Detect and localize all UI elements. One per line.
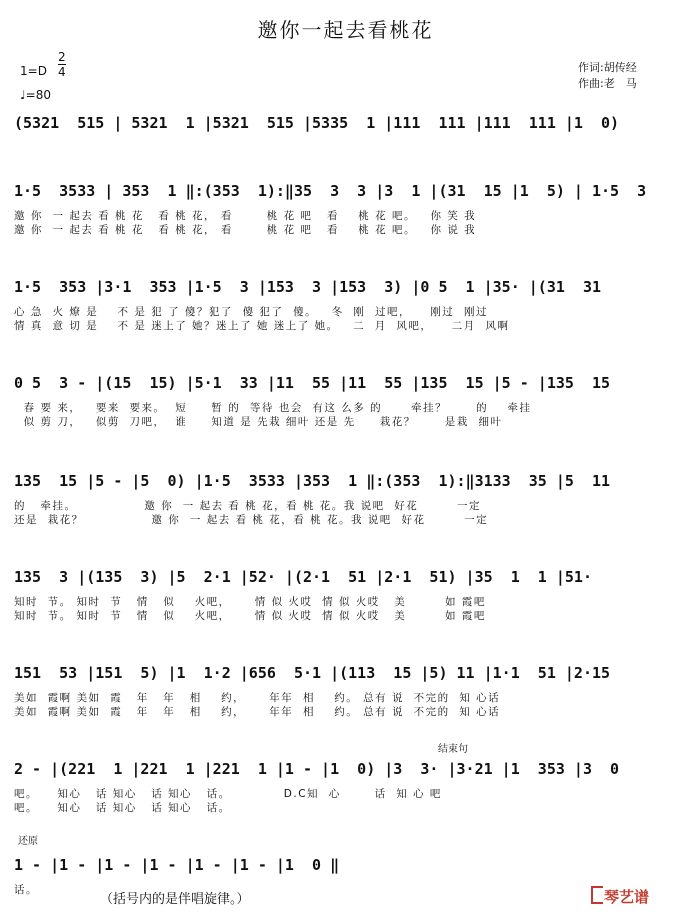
- lyrics-verse-1: 话。: [14, 884, 38, 896]
- watermark-logo-icon: [591, 886, 603, 904]
- watermark: 琴艺谱: [604, 888, 650, 906]
- song-title: 邀你一起去看桃花: [257, 18, 434, 42]
- notation-line: 1 - |1 - |1 - |1 - |1 - |1 - |1 0 ‖: [14, 856, 340, 874]
- notation-line: 0 5 3 - |(15 15) |5·1 33 |11 55 |11 55 |135 15 |5 - |135 15: [14, 374, 611, 392]
- lyrics-verse-2: 知时 节。 知时 节 情 似 火吧， 情 似 火哎 情 似 火哎 美 如 霞吧: [14, 610, 486, 622]
- meter-top: 2: [58, 50, 66, 64]
- lyrics-verse-2: 邀 你 一 起去 看 桃 花 看 桃 花， 看 桃 花 吧 看 桃 花 吧。 你 说 我: [14, 224, 477, 236]
- notation-line: 2 - |(221 1 |221 1 |221 1 |1 - |1 0) |3 3· |3·21 |1 353 |3 0: [14, 760, 620, 778]
- tempo-marking: ♩=80: [20, 88, 51, 102]
- lyrics-verse-1: 吧。 知心 话 知心 话 知心 话。 D.C知 心 话 知 心 吧: [14, 788, 442, 800]
- fine-label: 结束句: [438, 744, 468, 755]
- lyrics-verse-1: 心 急 火 燎 是 不 是 犯 了 傻？犯了 傻 犯了 傻。 冬 刚 过吧， 刚过 刚过: [14, 306, 488, 318]
- lyricist: 作词:胡传经: [578, 61, 637, 74]
- notation-line: (5321 515 | 5321 1 |5321 515 |5335 1 |111 111 |111 111 |1 0): [14, 114, 620, 132]
- notation-line: 1·5 353 |3·1 353 |1·5 3 |153 3 |153 3) |0 5 1 |35· |(31 31: [14, 278, 601, 296]
- time-signature: [58, 50, 66, 79]
- huanyuan-label: 还原: [18, 836, 38, 847]
- lyrics-verse-1: 知时 节。 知时 节 情 似 火吧， 情 似 火哎 情 似 火哎 美 如 霞吧: [14, 596, 486, 608]
- lyrics-verse-1: 邀 你 一 起去 看 桃 花 看 桃 花， 看 桃 花 吧 看 桃 花 吧。 你 笑 我: [14, 210, 477, 222]
- lyrics-verse-2: 吧。 知心 话 知心 话 知心 话。: [14, 802, 231, 814]
- footnote: （括号内的是伴唱旋律。）: [100, 892, 250, 907]
- notation-line: 151 53 |151 5) |1 1·2 |656 5·1 |(113 15 |5) 11 |1·1 51 |2·15: [14, 664, 611, 682]
- notation-line: 135 15 |5 - |5 0) |1·5 3533 |353 1 ‖:(353 1):‖3133 35 |5 11: [14, 472, 611, 490]
- composer: 作曲:老 马: [578, 77, 637, 90]
- lyrics-verse-2: 美如 霞啊 美如 霞 年 年 相 约， 年年 相 约。 总有 说 不完的 知 心话: [14, 706, 501, 718]
- lyrics-verse-2: 还是 栽花？ 邀 你 一 起去 看 桃 花，看 桃 花。我 说吧 好花 一定: [14, 514, 489, 526]
- meter-bottom: 4: [58, 65, 66, 79]
- key-signature: 1=D: [20, 64, 47, 78]
- lyrics-verse-1: 春 要 来， 要来 要来。 短 暂 的 等待 也会 有这 么多 的 牵挂？ 的 牵挂: [14, 402, 532, 414]
- lyrics-verse-2: 情 真 意 切 是 不 是 迷上了 她？迷上了 她 迷上了 她。 二 月 风吧， 二月 风啊: [14, 320, 510, 332]
- lyrics-verse-1: 美如 霞啊 美如 霞 年 年 相 约， 年年 相 约。 总有 说 不完的 知 心话: [14, 692, 501, 704]
- lyrics-verse-2: 似 剪 刀， 似剪 刀吧， 谁 知道 是 先栽 细叶 还是 先 栽花？ 是栽 细叶: [14, 416, 503, 428]
- lyrics-verse-1: 的 牵挂。 邀 你 一 起去 看 桃 花，看 桃 花。我 说吧 好花 一定: [14, 500, 481, 512]
- notation-line: 135 3 |(135 3) |5 2·1 |52· |(2·1 51 |2·1 51) |35 1 1 |51·: [14, 568, 592, 586]
- notation-line: 1·5 3533 | 353 1 ‖:(353 1):‖35 3 3 |3 1 |(31 15 |1 5) | 1·5 3: [14, 182, 647, 200]
- credits: [578, 60, 637, 92]
